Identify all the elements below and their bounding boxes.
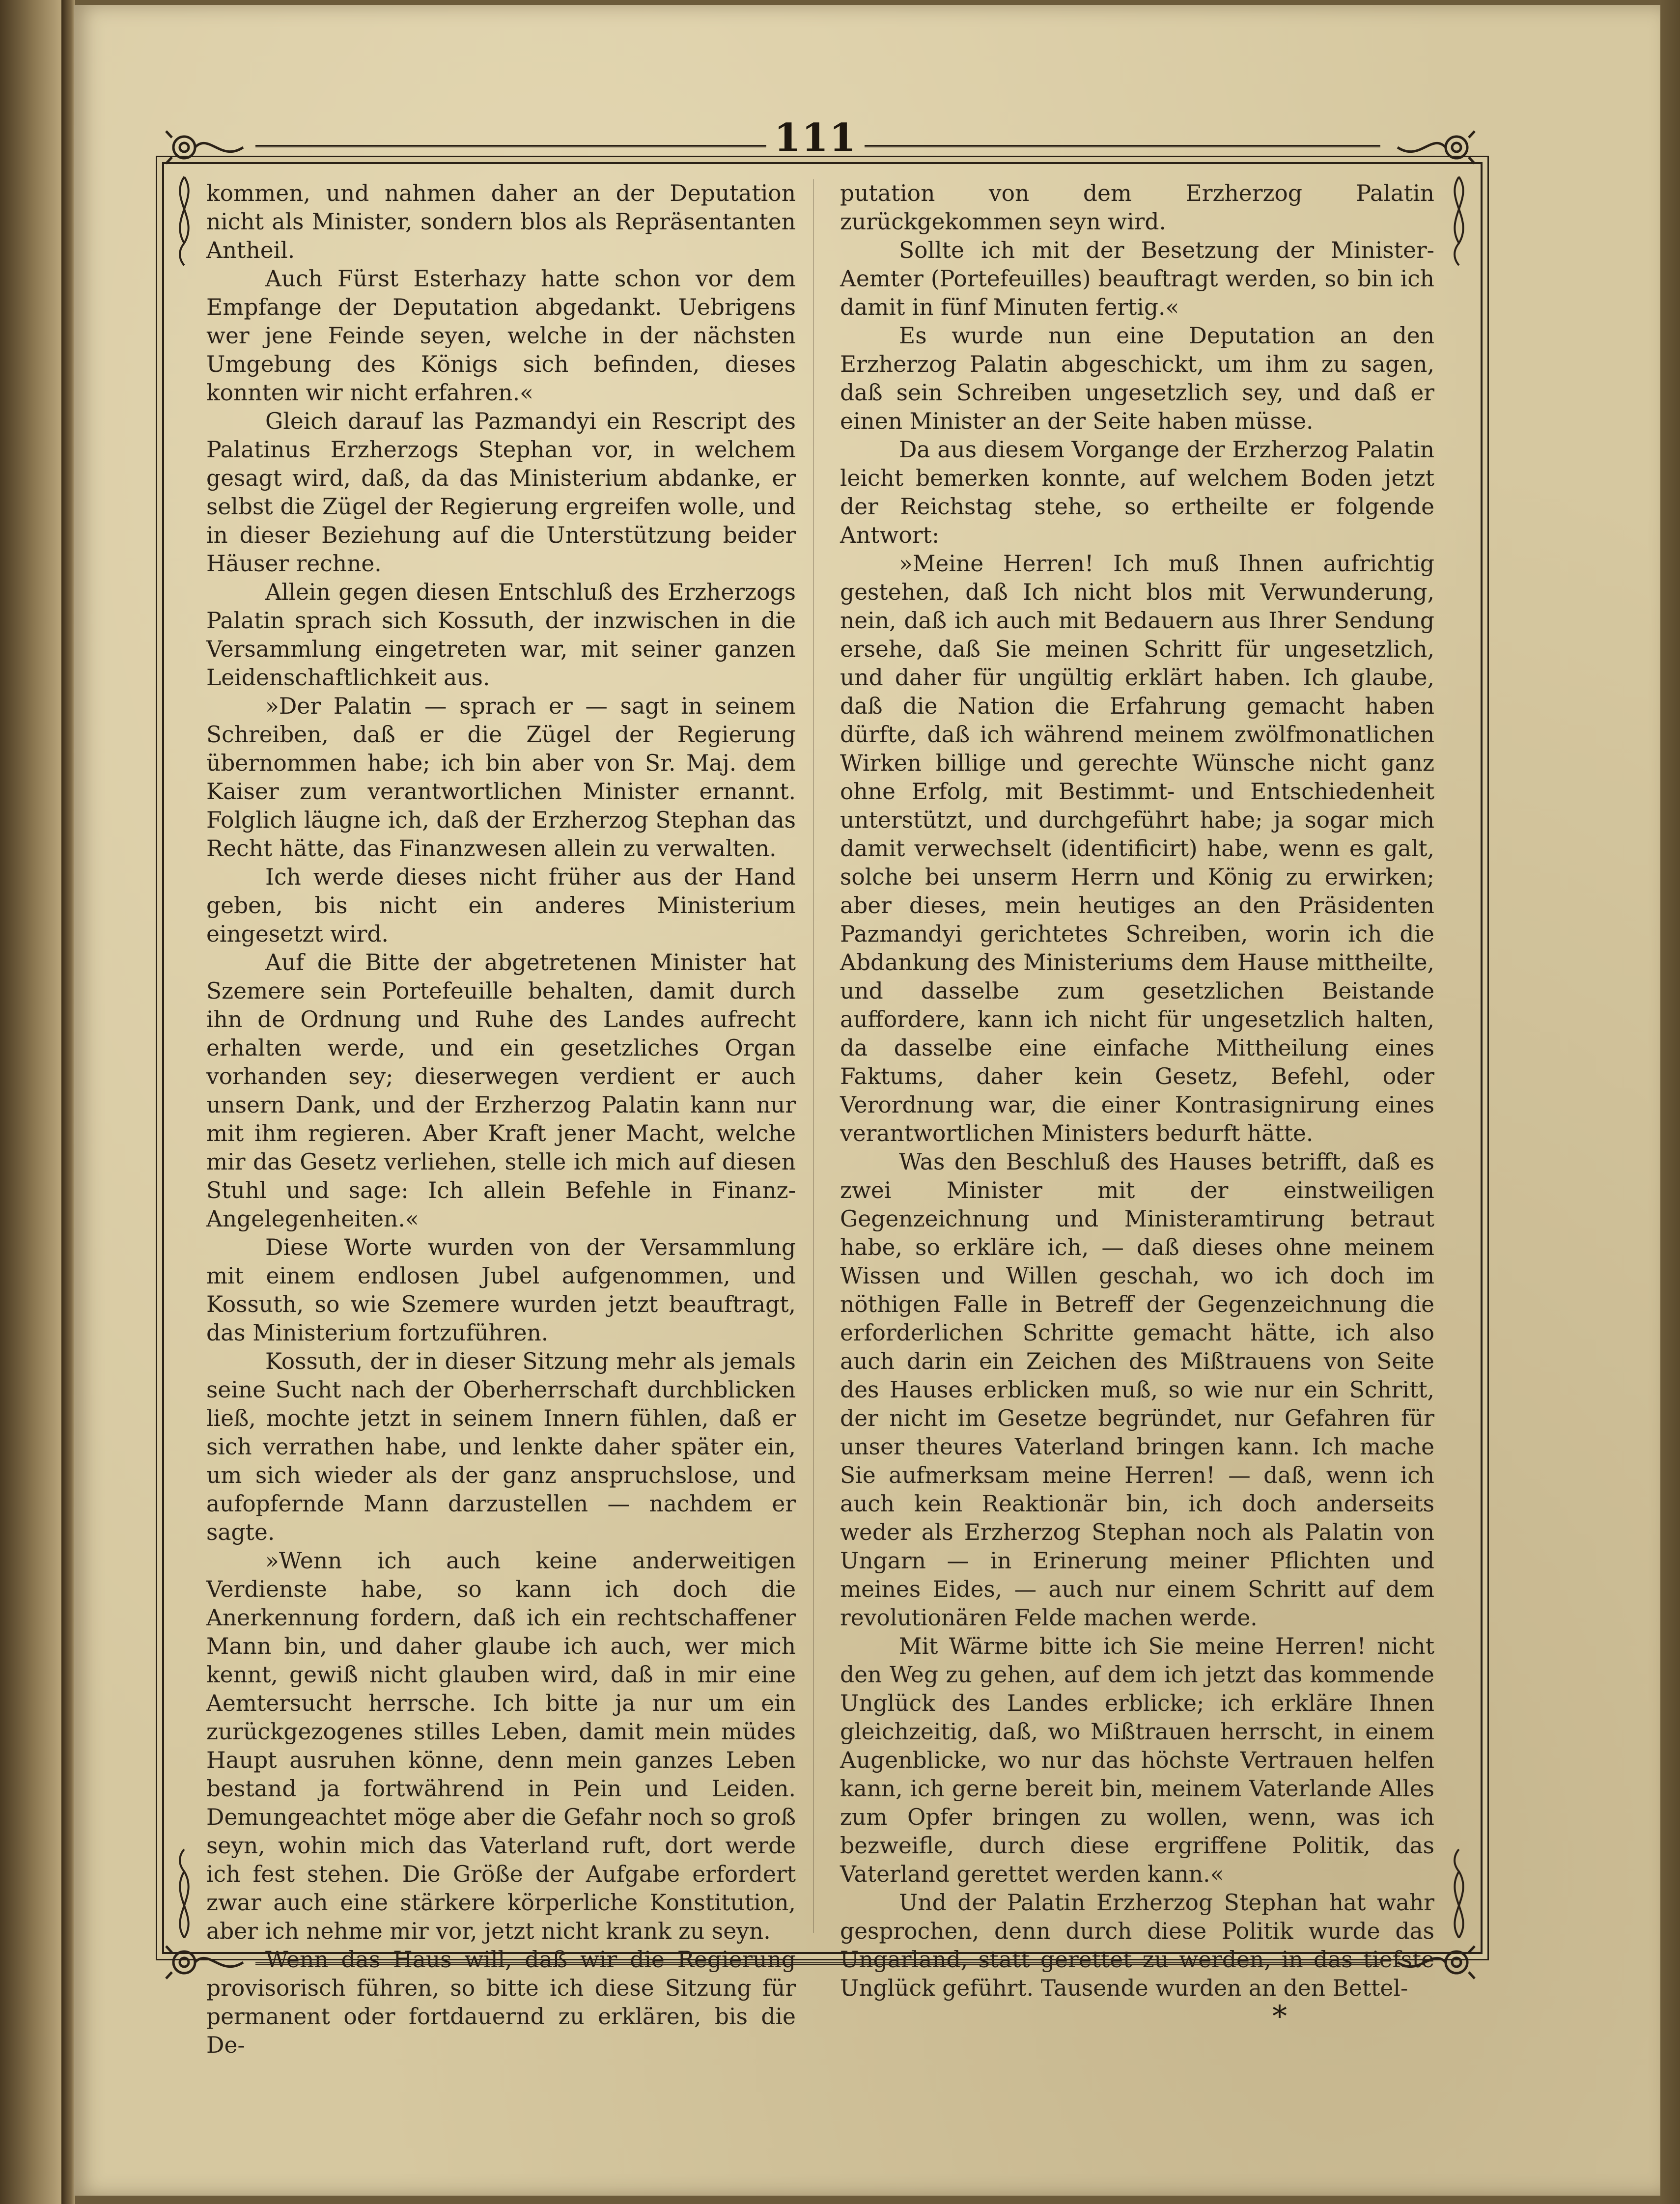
paragraph: »Wenn ich auch keine anderweitigen Verdienste habe, so kann ich doch die Anerkennung fordern, daß ich ein rechtschaffener Mann bin, und daher glaube ich auch, wer mich kennt, gewiß nicht glauben wird, daß in mir eine Aemtersucht herrsche. Ich bitte ja nur um ein zurückgezogenes stilles Leben, damit mein müdes Haupt ausruhen könne, denn mein ganzes Leben bestand ja fortwährend in Pein und Leiden. Demungeachtet möge aber die Gefahr noch so groß seyn, wohin mich das Vaterland ruft, dort werde ich fest stehen. Die Größe der Aufgabe erfordert zwar auch eine stärkere körperliche Konstitution, aber ich nehme mir vor, jetzt nicht krank zu seyn. xyxy=(206,1548,796,1944)
signature-mark: * xyxy=(1272,1999,1287,2034)
paragraph: putation von dem Erzherzog Palatin zurückgekommen seyn wird. xyxy=(840,180,1434,235)
paragraph: Gleich darauf las Pazmandyi ein Rescript des Palatinus Erzherzogs Stephan vor, in welchem gesagt wird, daß, da das Ministerium abdanke, er selbst die Zügel der Regierung ergreifen wolle, und in dieser Beziehung auf die Unterstützung beider Häuser rechne. xyxy=(206,408,796,577)
paragraph: Auf die Bitte der abgetretenen Minister hat Szemere sein Portefeuille behalten, damit durch ihn de Ordnung und Ruhe des Landes aufrecht erhalten werde, und ein gesetzliches Organ vorhanden sey; dieserwegen verdient er auch unsern Dank, und der Erzherzog Palatin kann nur mit ihm regieren. Aber Kraft jener Macht, welche mir das Gesetz verliehen, stelle ich mich auf diesen Stuhl und sage: Ich allein Befehle in Finanz-Angelegenheiten.« xyxy=(206,949,796,1232)
page-number: 111 xyxy=(774,115,857,160)
header-rule-right xyxy=(865,145,1380,147)
side-ornament-bottom-left xyxy=(167,1847,201,1940)
paragraph: Kossuth, der in dieser Sitzung mehr als jemals seine Sucht nach der Oberherrschaft durchblicken ließ, mochte jetzt in seinem Innern fühlen, daß er sich verrathen habe, und lenkte daher später ein, um sich wieder als der ganz anspruchslose, und aufopfernde Mann darzustellen — nachdem er sagte. xyxy=(206,1348,796,1545)
paragraph: Mit Wärme bitte ich Sie meine Herren! nicht den Weg zu gehen, auf dem ich jetzt das kommende Unglück des Landes erblicke; ich erkläre Ihnen gleichzeitig, daß, wo Mißtrauen herrscht, in einem Augenblicke, wo nur das höchste Vertrauen helfen kann, ich gerne bereit bin, meinem Vaterlande Alles zum Opfer bringen zu wollen, wenn, was ich bezweifle, durch diese ergriffene Politik, das Vaterland gerettet werden kann.« xyxy=(840,1633,1434,1887)
left-page-edge xyxy=(0,0,61,2204)
paragraph: Diese Worte wurden von der Versammlung mit einem endlosen Jubel aufgenommen, und Kossuth, so wie Szemere wurden jetzt beauftragt, das Ministerium fortzuführen. xyxy=(206,1234,796,1346)
text-column-left xyxy=(206,179,796,2058)
paragraph: Was den Beschluß des Hauses betrifft, daß es zwei Minister mit der einstweiligen Gegenzeichnung und Ministeramtirung betraut habe, so erkläre ich, — daß dieses ohne meinem Wissen und Willen geschah, wo ich doch im nöthigen Falle in Betreff der Gegenzeichnung die erforderlichen Schritte gemacht hätte, ich also auch darin ein Zeichen des Mißtrauens von Seite des Hauses erblicken muß, so wie nur ein Schritt, der nicht im Gesetze begründet, nur Gefahren für unser theures Vaterland bringen kann. Ich mache Sie aufmerksam meine Herren! — daß, wenn ich auch kein Reaktionär bin, ich doch anderseits weder als Erzherzog Stephan noch als Palatin von Ungarn — in Erinerung meiner Pflichten und meines Eides, — auch nur einem Schritt auf dem revolutionären Felde machen werde. xyxy=(840,1149,1434,1631)
side-ornament-top-left xyxy=(167,174,201,268)
page-right-edge xyxy=(1660,0,1680,2204)
header-rule-left xyxy=(255,145,766,147)
paragraph: Ich werde dieses nicht früher aus der Hand geben, bis nicht ein anderes Ministerium eingesetzt wird. xyxy=(206,864,796,947)
paragraph: Sollte ich mit der Besetzung der Minister-Aemter (Portefeuilles) beauftragt werden, so bin ich damit in fünf Minuten fertig.« xyxy=(840,237,1434,320)
paragraph: Da aus diesem Vorgange der Erzherzog Palatin leicht bemerken konnte, auf welchem Boden jetzt der Reichstag stehe, so ertheilte er folgende Antwort: xyxy=(840,437,1434,548)
paragraph: Allein gegen diesen Entschluß des Erzherzogs Palatin sprach sich Kossuth, der inzwischen in die Versammlung eingetreten war, mit seiner ganzen Leidenschaftlichkeit aus. xyxy=(206,579,796,691)
book-gutter xyxy=(61,0,75,2204)
column-divider xyxy=(813,179,814,1933)
corner-ornament-top-left xyxy=(162,125,246,169)
paragraph: »Der Palatin — sprach er — sagt in seinem Schreiben, daß er die Zügel der Regierung übernommen habe; ich bin aber von Sr. Maj. dem Kaiser zum verantwortlichen Minister ernannt. Folglich läugne ich, daß der Erzherzog Stephan das Recht hätte, das Finanzwesen allein zu verwalten. xyxy=(206,693,796,862)
paragraph: Es wurde nun eine Deputation an den Erzherzog Palatin abgeschickt, um ihm zu sagen, daß sein Schreiben ungesetzlich sey, und daß er einen Minister an der Seite haben müsse. xyxy=(840,323,1434,434)
text-column-right xyxy=(840,179,1434,2001)
corner-ornament-top-right xyxy=(1395,125,1479,169)
paragraph: Und der Palatin Erzherzog Stephan hat wahr gesprochen, denn durch diese Politik wurde das Ungarland, statt gerettet zu werden, in das tiefste Unglück geführt. Tausende wurden an den Bettel- xyxy=(840,1890,1434,2001)
paragraph: »Meine Herren! Ich muß Ihnen aufrichtig gestehen, daß Ich nicht blos mit Verwunderung, nein, daß ich auch mit Bedauern aus Ihrer Sendung ersehe, daß Sie meinen Schritt für ungesetzlich, und daher für ungültig erklärt haben. Ich glaube, daß die Nation die Erfahrung gemacht haben dürfte, daß ich während meinem zwölfmonatlichen Wirken billige und gerechte Wünsche nicht ganz ohne Erfolg, mit Bestimmt- und Entschiedenheit unterstützt, und durchgeführt habe; ja sogar mich damit verwechselt (identificirt) habe, wenn es galt, solche bei unserm Herrn und König zu erwirken; aber dieses, mein heutiges an den Präsidenten Pazmandyi gerichtetes Schreiben, worin ich die Abdankung des Ministeriums dem Hause mittheilte, und dasselbe zum gesetzlichen Beistande auffordere, kann ich nicht für ungesetzlich halten, da dasselbe eine einfache Mittheilung eines Faktums, daher kein Gesetz, Befehl, oder Verordnung war, die einer Kontrasignirung eines verantwortlichen Ministers bedurft hätte. xyxy=(840,551,1434,1146)
paragraph: Wenn das Haus will, daß wir die Regierung provisorisch führen, so bitte ich diese Sitzung für permanent oder fortdauernd zu erklären, bis die De- xyxy=(206,1947,796,2058)
side-ornament-bottom-right xyxy=(1442,1847,1476,1940)
side-ornament-top-right xyxy=(1442,174,1476,268)
paragraph: kommen, und nahmen daher an der Deputation nicht als Minister, sondern blos als Repräsentanten Antheil. xyxy=(206,180,796,263)
paragraph: Auch Fürst Esterhazy hatte schon vor dem Empfange der Deputation abgedankt. Uebrigens wer jene Feinde seyen, welche in der nächsten Umgebung des Königs sich befinden, dieses konnten wir nicht erfahren.« xyxy=(206,266,796,406)
